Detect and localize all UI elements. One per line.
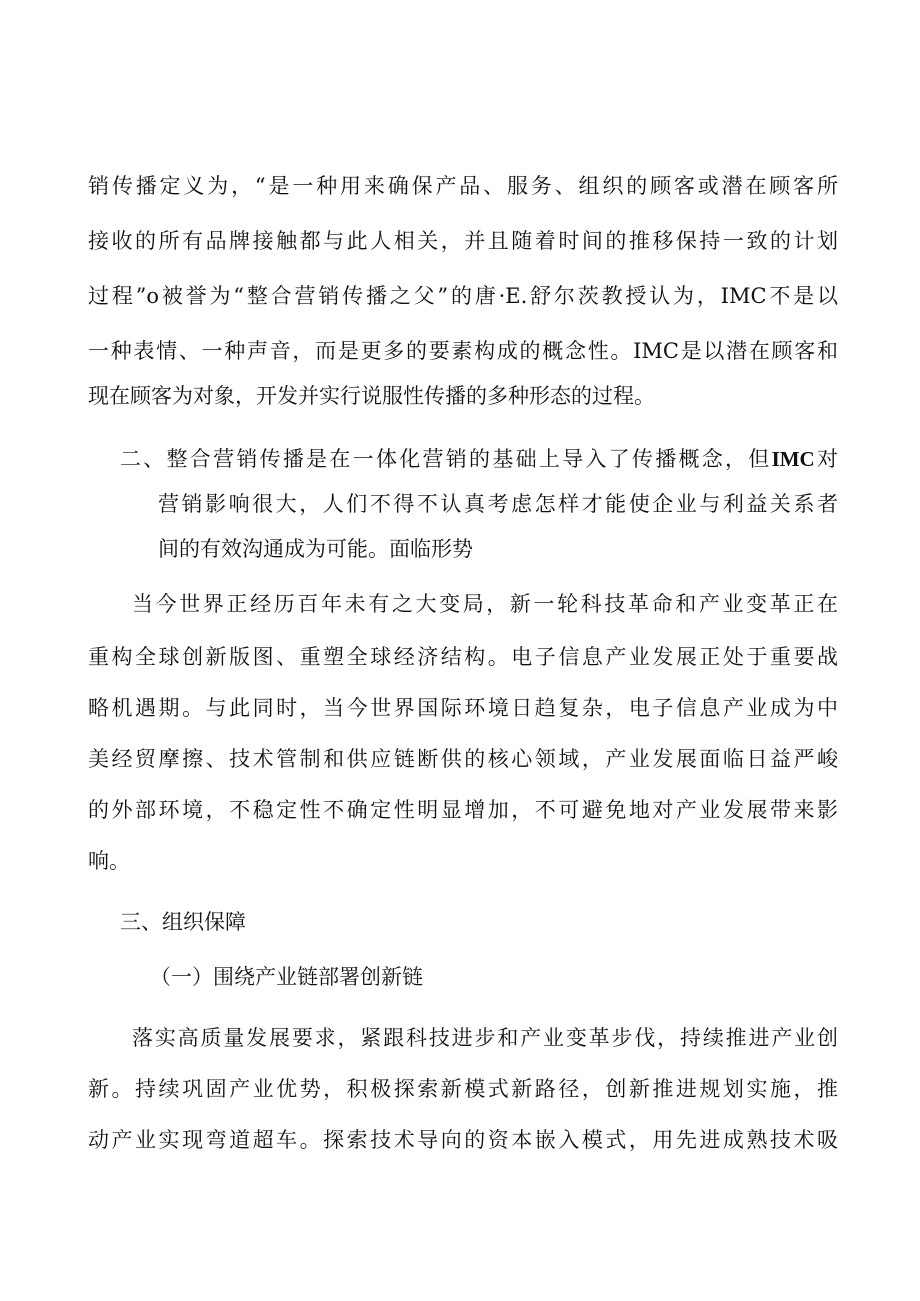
- paragraph-line: 现在顾客为对象，开发并实行说服性传播的多种形态的过程。: [88, 384, 655, 408]
- paragraph-line: 过程”o被誉为“整合营销传播之父”的唐·E.舒尔茨教授认为，IMC不是以: [88, 284, 838, 308]
- paragraph-line: 的外部环境，不稳定性不确定性明显增加，不可避免地对产业发展带来影: [88, 798, 838, 822]
- paragraph-line: 美经贸摩擦、技术管制和供应链断供的核心领域，产业发展面临日益严峻: [88, 747, 838, 771]
- paragraph-line: 略机遇期。与此同时，当今世界国际环境日趋复杂，电子信息产业成为中: [88, 696, 838, 720]
- paragraph-line: 接收的所有品牌接触都与此人相关，并且随着时间的推移保持一致的计划: [88, 229, 838, 253]
- paragraph-line: 响。: [88, 849, 130, 873]
- section-heading-three: 三、组织保障: [120, 910, 246, 934]
- paragraph-line: 动产业实现弯道超车。探索技术导向的资本嵌入模式，用先进成熟技术吸: [88, 1128, 838, 1152]
- heading-two-text-end: 对: [814, 447, 839, 471]
- subsection-heading: （一）围绕产业链部署创新链: [150, 965, 423, 989]
- section-heading-two: [120, 445, 838, 473]
- paragraph-first-line: 当今世界正经历百年未有之大变局，新一轮科技革命和产业变革正在: [132, 592, 838, 616]
- paragraph-line: 销传播定义为，“是一种用来确保产品、服务、组织的顾客或潜在顾客所: [88, 174, 838, 198]
- paragraph-line: 新。持续巩固产业优势，积极探索新模式新路径，创新推进规划实施，推: [88, 1077, 838, 1101]
- paragraph-line: 重构全球创新版图、重塑全球经济结构。电子信息产业发展正处于重要战: [88, 645, 838, 669]
- heading-two-text: 二、整合营销传播是在一体化营销的基础上导入了传播概念，但: [120, 447, 772, 471]
- heading-two-line: 间的有效沟通成为可能。面临形势: [158, 537, 473, 561]
- paragraph-line: 一种表情、一种声音，而是更多的要素构成的概念性。IMC是以潜在顾客和: [88, 339, 838, 363]
- heading-two-imc: IMC: [771, 447, 815, 471]
- heading-two-line: 营销影响很大，人们不得不认真考虑怎样才能使企业与利益关系者: [158, 492, 838, 516]
- paragraph-first-line: 落实高质量发展要求，紧跟科技进步和产业变革步伐，持续推进产业创: [132, 1026, 838, 1050]
